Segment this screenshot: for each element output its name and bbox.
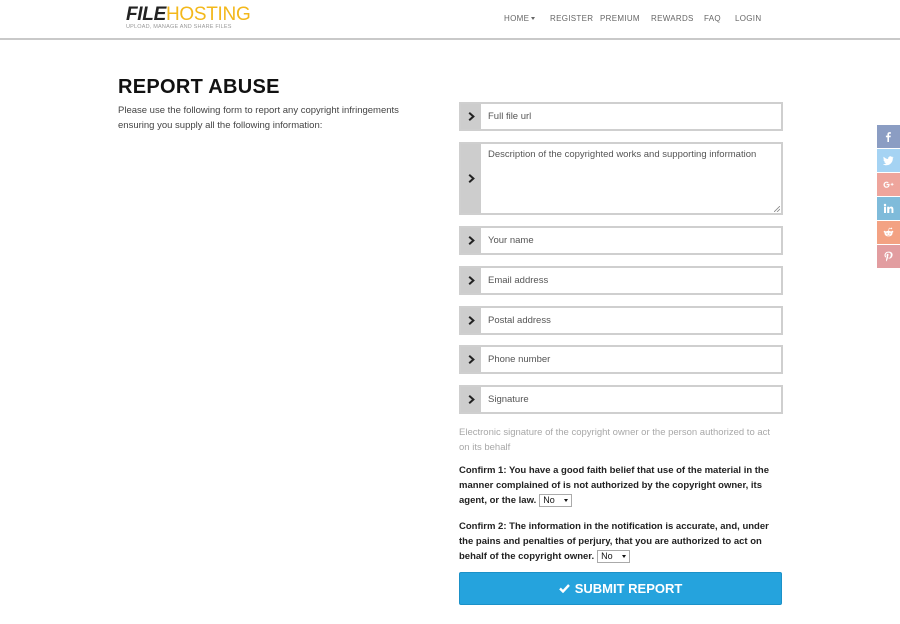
nav-home-label: HOME xyxy=(504,14,530,23)
email-field[interactable] xyxy=(459,266,783,295)
dropdown-arrow-icon xyxy=(622,555,626,558)
share-linkedin-button[interactable] xyxy=(877,197,900,220)
chevron-right-icon xyxy=(461,228,481,253)
google-plus-icon xyxy=(883,179,894,190)
share-sidebar xyxy=(877,125,900,269)
signature-field[interactable] xyxy=(459,385,783,414)
checkmark-icon xyxy=(559,584,570,593)
signature-placeholder: Signature xyxy=(488,394,529,405)
chevron-down-icon xyxy=(531,17,535,20)
file-url-field[interactable] xyxy=(459,102,783,131)
confirm-2-select[interactable] xyxy=(597,550,630,563)
chevron-right-icon xyxy=(461,144,481,213)
logo-hosting-text: HOSTING xyxy=(165,4,251,25)
nav-login[interactable]: LOGIN xyxy=(735,14,762,23)
submit-report-label: SUBMIT REPORT xyxy=(574,581,683,596)
chevron-right-icon xyxy=(461,308,481,333)
phone-number-field[interactable] xyxy=(459,345,783,374)
nav-register[interactable]: REGISTER xyxy=(550,14,594,23)
page-title: REPORT ABUSE xyxy=(118,76,280,98)
confirm-2-group xyxy=(459,519,783,564)
chevron-right-icon xyxy=(461,268,481,293)
facebook-icon xyxy=(883,131,894,142)
phone-number-placeholder: Phone number xyxy=(488,354,551,365)
nav-home[interactable] xyxy=(504,14,535,23)
logo-tagline: UPLOAD, MANAGE AND SHARE FILES xyxy=(126,24,232,30)
nav-rewards[interactable]: REWARDS xyxy=(651,14,694,23)
description-placeholder: Description of the copyrighted works and supporting information xyxy=(488,149,757,160)
twitter-icon xyxy=(883,155,894,166)
intro-text: Please use the following form to report any copyright infringements ensuring you supply all the following information: xyxy=(118,105,399,131)
file-url-placeholder: Full file url xyxy=(488,111,532,122)
top-header xyxy=(0,0,900,40)
share-twitter-button[interactable] xyxy=(877,149,900,172)
nav-premium[interactable]: PREMIUM xyxy=(600,14,640,23)
your-name-placeholder: Your name xyxy=(488,235,534,246)
pinterest-icon xyxy=(883,251,894,262)
confirm-1-group xyxy=(459,463,783,508)
chevron-right-icon xyxy=(461,347,481,372)
confirm-1-text: Confirm 1: You have a good faith belief that use of the material in the manner complained of is not authorized by the copyright owner, its agent, or the law. xyxy=(459,465,770,506)
resize-handle-icon[interactable] xyxy=(774,206,780,212)
postal-address-field[interactable] xyxy=(459,306,783,335)
chevron-right-icon xyxy=(461,104,481,129)
main-nav xyxy=(0,14,900,26)
postal-address-placeholder: Postal address xyxy=(488,315,551,326)
share-google-plus-button[interactable] xyxy=(877,173,900,196)
chevron-right-icon xyxy=(461,387,481,412)
linkedin-icon xyxy=(883,203,894,214)
confirm-2-text: Confirm 2: The information in the notification is accurate, and, under the pains and penalties of perjury, that you are authorized to act on behalf of the copyright owner. xyxy=(459,521,769,562)
logo-file-text: FILE xyxy=(126,4,166,25)
dropdown-arrow-icon xyxy=(564,499,568,502)
confirm-2-value: No xyxy=(601,550,613,561)
confirm-1-value: No xyxy=(543,494,555,505)
description-textarea[interactable] xyxy=(459,142,783,215)
share-facebook-button[interactable] xyxy=(877,125,900,148)
nav-faq[interactable]: FAQ xyxy=(704,14,721,23)
signature-help-text: Electronic signature of the copyright owner or the person authorized to act on its behalf xyxy=(459,427,771,453)
confirm-1-select[interactable] xyxy=(539,494,572,507)
share-pinterest-button[interactable] xyxy=(877,245,900,268)
your-name-field[interactable] xyxy=(459,226,783,255)
submit-report-button[interactable] xyxy=(459,572,782,605)
share-reddit-button[interactable] xyxy=(877,221,900,244)
email-placeholder: Email address xyxy=(488,275,549,286)
reddit-icon xyxy=(883,227,894,238)
